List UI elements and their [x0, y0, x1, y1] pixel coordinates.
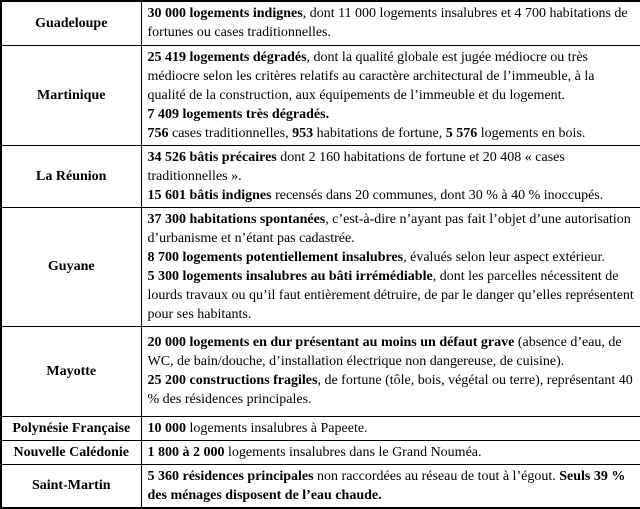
text-segment: 34 526 bâtis précaires — [147, 149, 277, 165]
text-segment: 15 601 bâtis indignes — [147, 187, 272, 203]
table-row — [1, 464, 640, 508]
paragraph — [148, 443, 636, 462]
text-segment: 5 360 résidences principales — [147, 468, 314, 484]
table-row — [1, 416, 640, 440]
text-segment: dont 2 160 habitations de fortune et 20 408 « cases traditionnelles ». — [147, 149, 565, 184]
text-segment: 25 419 logements dégradés — [147, 49, 307, 65]
text-segment: 25 200 constructions fragiles — [147, 373, 318, 388]
content-cell — [141, 464, 640, 508]
text-segment: cases traditionnelles, — [168, 125, 293, 141]
text-segment: 8 700 logements potentiellement insalubres — [147, 249, 404, 265]
text-segment: , dont la qualité globale est jugée médiocre ou très médiocre selon les critères relatifs au caractère architectural de l’immeuble, à la qualité de la construction, aux équipements de l’immeuble et du logement. — [147, 49, 595, 103]
text-segment: 953 — [292, 125, 314, 141]
text-segment: 5 576 — [445, 125, 478, 141]
content-cell — [141, 440, 640, 464]
paragraph — [148, 48, 636, 105]
paragraph — [148, 124, 636, 143]
text-segment: 10 000 — [147, 420, 186, 436]
table-row — [1, 440, 640, 464]
paragraph — [148, 248, 636, 267]
paragraph — [148, 371, 636, 409]
text-segment: 30 000 logements indignes — [147, 6, 303, 22]
text-segment: , dont 11 000 logements insalubres et 4 700 habitations de fortunes ou cases traditionnelles. — [147, 6, 628, 41]
text-segment: Seuls 39 % des ménages disposent de l’eau chaude. — [147, 468, 626, 503]
text-segment: recensés dans 20 communes, dont 30 % à 40 % inoccupés. — [271, 187, 604, 203]
text-segment: 756 — [147, 125, 169, 141]
table-row — [1, 326, 640, 416]
text-segment: logements en bois. — [477, 125, 586, 141]
table-row — [1, 207, 640, 326]
paragraph — [148, 419, 636, 438]
paragraph — [148, 333, 636, 371]
content-cell — [141, 1, 640, 45]
paragraph — [148, 267, 636, 324]
text-segment: , dont les parcelles nécessitent de lourds travaux ou qu’il faut entièrement détruire, de par le danger qu’elles représentent pour ses habitants. — [147, 268, 634, 322]
text-segment: 37 300 habitations spontanées — [147, 211, 326, 227]
content-cell — [141, 326, 640, 416]
paragraph — [148, 467, 636, 505]
table-row — [1, 45, 640, 145]
content-cell — [141, 145, 640, 207]
text-segment: non raccordées au réseau de tout à l’égout. — [313, 468, 560, 484]
paragraph — [148, 186, 636, 205]
paragraph — [148, 210, 636, 248]
paragraph — [148, 4, 636, 42]
text-segment: logements insalubres dans le Grand Nouméa. — [224, 444, 482, 460]
table-body — [1, 1, 640, 508]
paragraph — [148, 105, 636, 124]
text-segment: (absence d’eau, de WC, de bain/douche, d’installation électrique non dangereuse, de cuisine). — [147, 335, 622, 369]
text-segment: , évalués selon leur aspect extérieur. — [403, 249, 605, 265]
region-cell: Guadeloupe — [1, 1, 141, 45]
region-cell: Guyane — [1, 207, 141, 326]
region-cell: Polynésie Française — [1, 416, 141, 440]
content-cell — [141, 45, 640, 145]
table-row — [1, 145, 640, 207]
region-cell: Mayotte — [1, 326, 141, 416]
text-segment: , c’est-à-dire n’ayant pas fait l’objet d’une autorisation d’urbanisme et n’étant pas cadastrée. — [147, 211, 631, 246]
text-segment: 5 300 logements insalubres au bâti irrémédiable — [147, 268, 433, 284]
text-segment: 1 800 à 2 000 — [147, 444, 225, 460]
region-cell: Saint-Martin — [1, 464, 141, 508]
text-segment: 7 409 logements très dégradés. — [147, 106, 330, 122]
table-row — [1, 1, 640, 45]
paragraph — [148, 148, 636, 186]
text-segment: logements insalubres à Papeete. — [186, 420, 368, 436]
content-cell — [141, 416, 640, 440]
region-cell: Martinique — [1, 45, 141, 145]
region-cell: Nouvelle Calédonie — [1, 440, 141, 464]
text-segment: habitations de fortune, — [313, 125, 446, 141]
text-segment: , de fortune (tôle, bois, végétal ou terre), représentant 40 % des résidences principales. — [147, 373, 633, 407]
text-segment: 20 000 logements en dur présentant au moins un défaut grave — [147, 335, 515, 350]
content-cell — [141, 207, 640, 326]
region-cell: La Réunion — [1, 145, 141, 207]
